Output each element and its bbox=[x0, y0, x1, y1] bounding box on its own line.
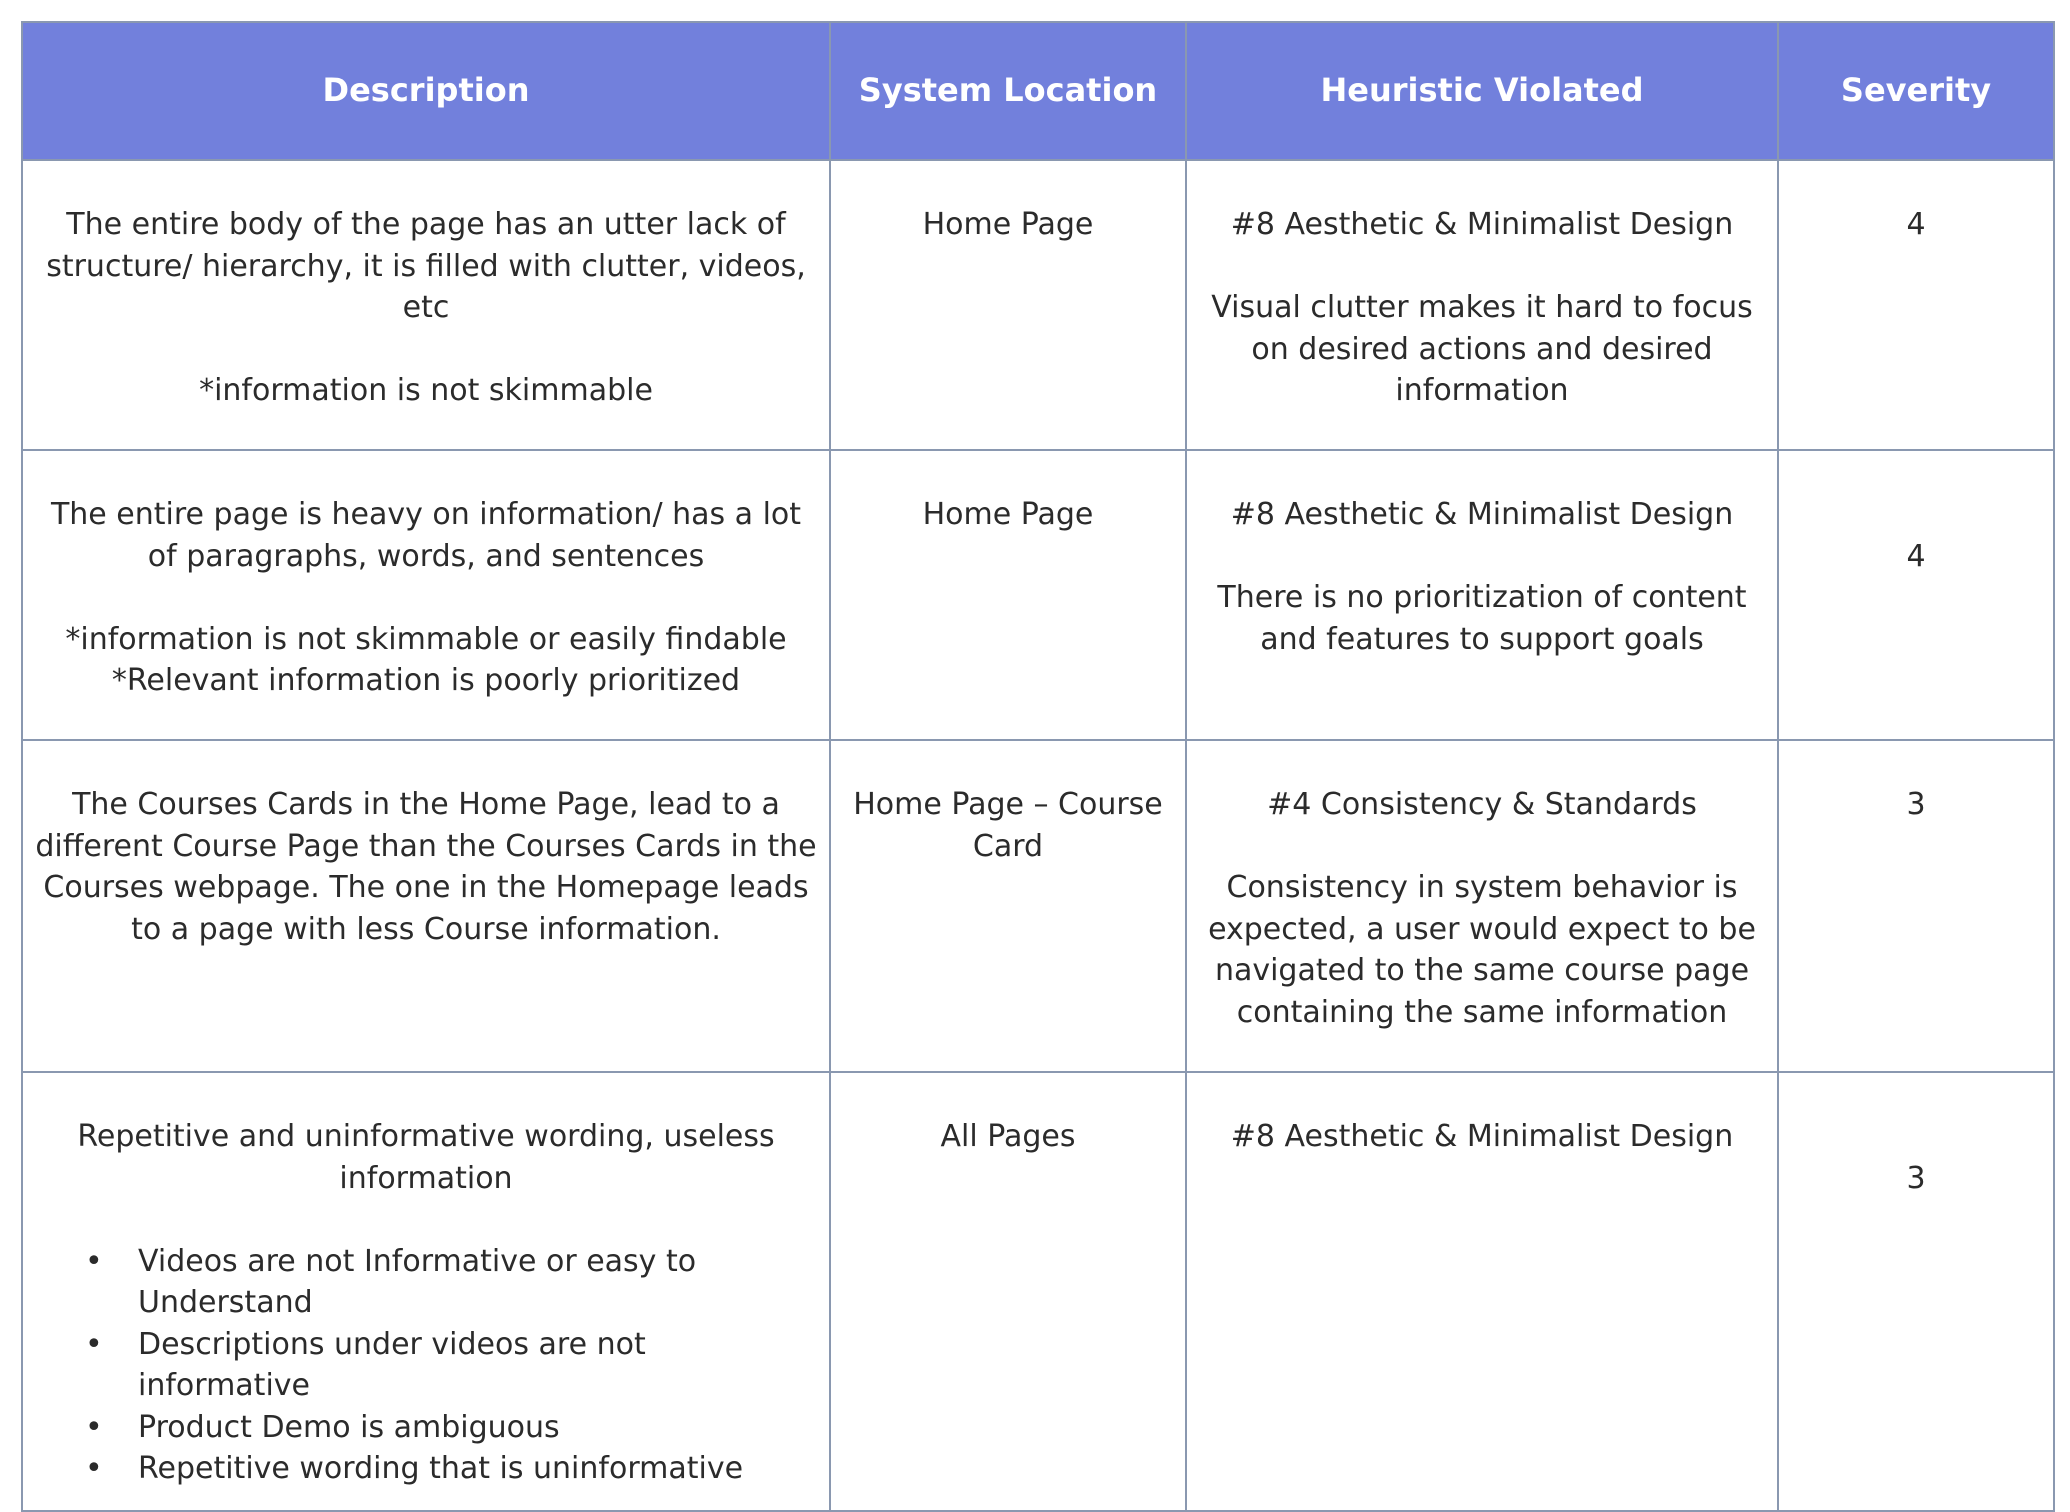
description-cell bbox=[22, 1072, 830, 1511]
severity-value: 4 bbox=[1906, 539, 1926, 574]
description-note: *information is not skimmable or easily findable bbox=[65, 621, 787, 657]
list-item-text: Product Demo is ambiguous bbox=[138, 1409, 560, 1445]
description-text: The entire body of the page has an utter lack of structure/ hierarchy, it is filled with clutter, videos, etc bbox=[46, 207, 806, 325]
location-text: Home Page – Course Card bbox=[853, 787, 1163, 864]
table-row bbox=[22, 450, 2054, 740]
bullet-icon: • bbox=[85, 1326, 103, 1362]
heuristic-title: #8 Aesthetic & Minimalist Design bbox=[1230, 497, 1734, 532]
description-text: The Courses Cards in the Home Page, lead to a different Course Page than the Courses Cards in the Courses webpage. The one in the Homepage leads to a page with less Course information. bbox=[35, 787, 817, 947]
heuristic-cell bbox=[1186, 160, 1778, 450]
list-item bbox=[35, 1241, 817, 1324]
list-item bbox=[35, 1324, 817, 1407]
location-cell bbox=[830, 1072, 1186, 1511]
location-text: Home Page bbox=[922, 497, 1094, 532]
header-system-location: System Location bbox=[830, 22, 1186, 160]
description-cell bbox=[22, 450, 830, 740]
location-cell bbox=[830, 450, 1186, 740]
location-text: All Pages bbox=[940, 1119, 1076, 1154]
heuristic-cell bbox=[1186, 1072, 1778, 1511]
description-cell bbox=[22, 740, 830, 1072]
heuristic-evaluation-table-wrapper bbox=[21, 21, 2053, 1512]
location-cell bbox=[830, 740, 1186, 1072]
heuristic-cell bbox=[1186, 450, 1778, 740]
table-row bbox=[22, 1072, 2054, 1511]
header-severity: Severity bbox=[1778, 22, 2054, 160]
list-item-text: Descriptions under videos are not informative bbox=[138, 1326, 646, 1403]
heuristic-detail: Consistency in system behavior is expected, a user would expect to be navigated to the same course page containing the same information bbox=[1208, 870, 1756, 1030]
description-note: *information is not skimmable bbox=[199, 373, 653, 408]
table-body bbox=[22, 160, 2054, 1511]
description-cell bbox=[22, 160, 830, 450]
heuristic-title: #8 Aesthetic & Minimalist Design bbox=[1230, 207, 1734, 242]
heuristic-cell bbox=[1186, 740, 1778, 1072]
bullet-icon: • bbox=[85, 1451, 103, 1486]
description-text: The entire page is heavy on information/ has a lot of paragraphs, words, and sentences bbox=[50, 497, 802, 574]
severity-cell bbox=[1778, 740, 2054, 1072]
location-text: Home Page bbox=[922, 207, 1094, 242]
bullet-icon: • bbox=[85, 1243, 103, 1279]
heuristic-title: #4 Consistency & Standards bbox=[1267, 787, 1697, 822]
description-text: Repetitive and uninformative wording, useless information bbox=[77, 1119, 775, 1196]
description-bullet-list bbox=[35, 1241, 817, 1490]
heuristic-title: #8 Aesthetic & Minimalist Design bbox=[1230, 1119, 1734, 1154]
list-item bbox=[35, 1448, 817, 1490]
severity-cell bbox=[1778, 450, 2054, 740]
bullet-icon: • bbox=[85, 1409, 103, 1445]
severity-value: 3 bbox=[1906, 1161, 1926, 1196]
heuristic-detail: Visual clutter makes it hard to focus on desired actions and desired information bbox=[1211, 290, 1753, 408]
table-row bbox=[22, 160, 2054, 450]
header-description: Description bbox=[22, 22, 830, 160]
heuristic-evaluation-table bbox=[21, 21, 2055, 1512]
table-row bbox=[22, 740, 2054, 1072]
table-header bbox=[22, 22, 2054, 160]
severity-value: 3 bbox=[1906, 787, 1926, 822]
header-row bbox=[22, 22, 2054, 160]
location-cell bbox=[830, 160, 1186, 450]
description-note: *Relevant information is poorly prioritized bbox=[111, 663, 741, 698]
list-item bbox=[35, 1407, 817, 1449]
heuristic-detail: There is no prioritization of content and features to support goals bbox=[1217, 580, 1747, 657]
header-heuristic-violated: Heuristic Violated bbox=[1186, 22, 1778, 160]
list-item-text: Repetitive wording that is uninformative bbox=[138, 1451, 744, 1486]
severity-value: 4 bbox=[1906, 207, 1926, 242]
list-item-text: Videos are not Informative or easy to Understand bbox=[138, 1243, 697, 1320]
severity-cell bbox=[1778, 160, 2054, 450]
severity-cell bbox=[1778, 1072, 2054, 1511]
